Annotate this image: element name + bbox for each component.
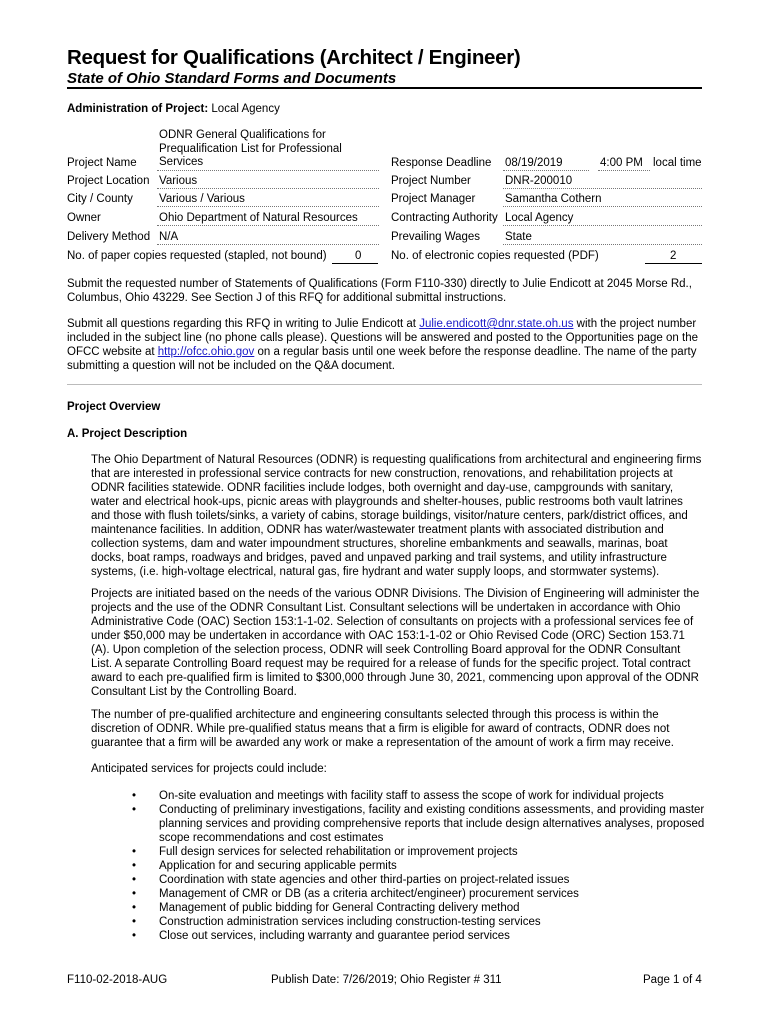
city-county-value: Various / Various: [159, 193, 245, 205]
list-item: [132, 845, 707, 859]
list-item: [132, 803, 707, 845]
submission-paragraph: Submit the requested number of Statements of Qualifications (Form F110-330) directly to Julie Endicott at 2045 Morse Rd., Columbus, Ohio 43229. See Section J of this RFQ for additional submittal instructions.: [67, 278, 692, 304]
footer-form-id: F110-02-2018-AUG: [67, 974, 168, 986]
bullet-icon: •: [132, 874, 137, 886]
response-deadline-date-underline: [503, 170, 589, 171]
list-item-text: Conducting of preliminary investigations, facility and existing conditions assessments, and providing master planning services and providing comprehensive reports that include design alternatives analyses, proposed scope recommendations and cost estimates: [159, 804, 705, 844]
list-item-text: Construction administration services including construction-testing services: [159, 916, 541, 928]
electronic-copies-value: 2: [670, 250, 677, 262]
delivery-method-label: Delivery Method: [67, 231, 151, 243]
title-rule: [67, 87, 702, 89]
document-subtitle: State of Ohio Standard Forms and Documents: [67, 70, 397, 87]
local-time-label: local time: [653, 157, 702, 169]
description-paragraph-2: Projects are initiated based on the needs of the various ODNR Divisions. The Division of Engineering will administer the projects and the use of the ODNR Consultant List. Consultant selections will be undertaken in accordance with Ohio Administrative Code (OAC) Section 153:1-1-02. Selection of consultants on projects with a professional services fee of under $50,000 may be undertaken in accordance with OAC 153:1-1-02 or Ohio Revised Code (ORC) Section 153.71 (A). Upon completion of the selection process, ODNR will seek Controlling Board approval for the ODNR Consultant List. A separate Controlling Board request may be required for a release of funds for the specific project. Total contract award to each pre-qualified firm is limited to $300,000 through June 30, 2021, commencing upon approval of the ODNR Consultant List by the Controlling Board.: [91, 588, 700, 698]
paper-copies-value: 0: [355, 250, 362, 262]
questions-text-b: with the project number included in the subject line (no phone calls please). Questions will be answered and posted to the Opportunities page on the OFCC website at: [67, 318, 698, 358]
bullet-icon: •: [132, 804, 137, 816]
description-paragraph-1: The Ohio Department of Natural Resources (ODNR) is requesting qualifications from architectural and engineering firms that are interested in professional service contracts for new construction, renovations, and rehabilitation projects at ODNR facilities statewide. ODNR facilities include lodges, both overnight and day-use, campgrounds with sanitary, water and electrical hook-ups, picnic areas with playgrounds and shelter-houses, public restrooms both vault latrines and those with flush toilets/sinks, a variety of cabins, storage buildings, visitor/nature centers, park/district offices, and maintenance facilities. In addition, ODNR has water/wastewater treatment plants with associated distribution and collection systems, dam and water impoundment structures, shoreline embankments and seawalls, marinas, boat docks, boat ramps, roadways and bridges, paved and unpaved parking and trail systems, and utility infrastructure systems, (i.e. high-voltage electrical, natural gas, fire hydrant and water supply loops, and stormwater systems).: [91, 454, 702, 578]
list-item: [132, 887, 707, 901]
electronic-copies-underline: [645, 263, 702, 264]
contracting-authority-value: Local Agency: [505, 212, 574, 224]
bullet-icon: •: [132, 790, 137, 802]
project-overview-heading: Project Overview: [67, 401, 161, 413]
project-number-value: DNR-200010: [505, 175, 573, 187]
questions-text-c: on a regular basis until one week before the response deadline. The name of the party submitting a question will not be included on the Q&A document.: [67, 346, 697, 372]
owner-underline: [157, 225, 379, 226]
project-location-value: Various: [159, 175, 198, 187]
project-manager-label: Project Manager: [391, 193, 476, 205]
bullet-icon: •: [132, 846, 137, 858]
services-intro: Anticipated services for projects could include:: [91, 763, 327, 775]
questions-paragraph: [67, 317, 704, 373]
list-item-text: Full design services for selected rehabilitation or improvement projects: [159, 846, 518, 858]
response-deadline-label: Response Deadline: [391, 157, 492, 169]
list-item-text: Coordination with state agencies and other third-parties on project-related issues: [159, 874, 570, 886]
list-item-text: On-site evaluation and meetings with facility staff to assess the scope of work for individual projects: [159, 790, 664, 802]
project-name-underline: [157, 170, 379, 171]
response-deadline-time-underline: [598, 170, 650, 171]
list-item: [132, 915, 707, 929]
administration-line: [67, 103, 280, 115]
administration-value: Local Agency: [211, 103, 280, 115]
list-item-text: Close out services, including warranty and guarantee period services: [159, 930, 510, 942]
electronic-copies-label: No. of electronic copies requested (PDF): [391, 250, 599, 262]
list-item: [132, 789, 707, 803]
contracting-authority-label: Contracting Authority: [391, 212, 498, 224]
bullet-icon: •: [132, 888, 137, 900]
owner-label: Owner: [67, 212, 101, 224]
city-county-underline: [157, 206, 379, 207]
delivery-method-value: N/A: [159, 231, 179, 243]
section-divider: [67, 384, 702, 385]
project-number-label: Project Number: [391, 175, 471, 187]
bullet-icon: •: [132, 930, 137, 942]
bullet-icon: •: [132, 902, 137, 914]
paper-copies-underline: [332, 263, 378, 264]
ofcc-website-link[interactable]: http://ofcc.ohio.gov: [157, 346, 255, 358]
list-item-text: Management of CMR or DB (as a criteria architect/engineer) procurement services: [159, 888, 579, 900]
owner-value: Ohio Department of Natural Resources: [159, 212, 358, 224]
response-deadline-date: 08/19/2019: [505, 157, 563, 169]
prevailing-wages-underline: [503, 244, 702, 245]
contact-email-link[interactable]: Julie.endicott@dnr.state.oh.us: [419, 318, 574, 330]
footer-page-number: Page 1 of 4: [643, 974, 702, 986]
project-manager-value: Samantha Cothern: [505, 193, 602, 205]
description-paragraph-3: The number of pre-qualified architecture and engineering consultants selected through this process is within the discretion of ODNR. While pre-qualified status means that a firm is eligible for award of contracts, ODNR does not guarantee that a firm will be awarded any work or make a representation of the amount of work a firm may receive.: [91, 709, 674, 749]
project-name-value: ODNR General Qualifications for Prequalification List for Professional Services: [159, 129, 342, 168]
delivery-method-underline: [157, 244, 379, 245]
prevailing-wages-value: State: [505, 231, 532, 243]
footer-publish-date: Publish Date: 7/26/2019; Ohio Register # 311: [271, 974, 502, 986]
list-item: [132, 929, 707, 943]
project-location-label: Project Location: [67, 175, 150, 187]
city-county-label: City / County: [67, 193, 133, 205]
services-list: [132, 789, 707, 943]
list-item: [132, 859, 707, 873]
project-manager-underline: [503, 206, 702, 207]
project-number-underline: [503, 188, 702, 189]
list-item: [132, 901, 707, 915]
administration-label: Administration of Project:: [67, 103, 209, 115]
document-title: Request for Qualifications (Architect / Engineer): [67, 46, 521, 69]
list-item-text: Management of public bidding for General Contracting delivery method: [159, 902, 520, 914]
prevailing-wages-label: Prevailing Wages: [391, 231, 481, 243]
contracting-authority-underline: [503, 225, 702, 226]
paper-copies-label: No. of paper copies requested (stapled, not bound): [67, 250, 327, 262]
questions-text-a: Submit all questions regarding this RFQ in writing to Julie Endicott at: [67, 318, 420, 330]
bullet-icon: •: [132, 916, 137, 928]
bullet-icon: •: [132, 860, 137, 872]
list-item: [132, 873, 707, 887]
project-name-label: Project Name: [67, 157, 137, 169]
project-location-underline: [157, 188, 379, 189]
list-item-text: Application for and securing applicable permits: [159, 860, 397, 872]
response-deadline-time: 4:00 PM: [600, 157, 643, 169]
section-a-heading: A. Project Description: [67, 428, 188, 440]
